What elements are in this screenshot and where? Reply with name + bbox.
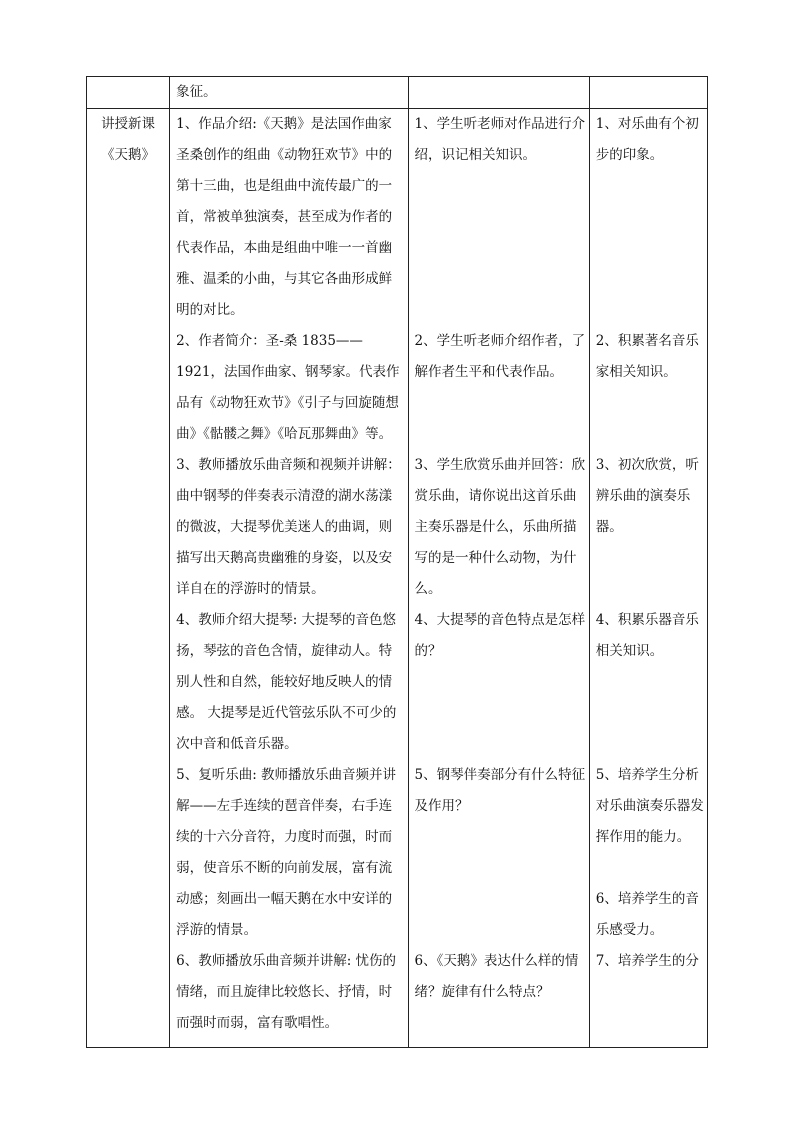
stage-label: 讲授新课	[101, 116, 156, 132]
purpose-cell	[589, 109, 707, 1048]
purpose-7: 7、培养学生的分	[595, 953, 699, 969]
table-row-top	[87, 77, 708, 109]
student-cell-empty	[408, 77, 589, 109]
stage-cell-empty	[87, 77, 170, 109]
purpose-6: 6、培养学生的音乐感受力。	[595, 891, 699, 938]
purpose-4: 4、积累乐器音乐相关知识。	[595, 612, 699, 659]
student-step-1: 1、学生听老师对作品进行介绍，识记相关知识。	[414, 116, 586, 163]
purpose-cell-empty	[589, 77, 707, 109]
teacher-step-4: 4、教师介绍大提琴: 大提琴的音色悠扬，琴弦的音色含情，旋律动人。特别人性和自然，能较好地反映人的情感。 大提琴是近代管弦乐队不可少的次中音和低音乐器。	[176, 612, 397, 752]
purpose-2: 2、积累著名音乐家相关知识。	[595, 333, 699, 380]
purpose-5: 5、培养学生分析对乐曲演奏乐器发挥作用的能力。	[595, 767, 704, 845]
student-step-4: 4、大提琴的音色特点是怎样的？	[414, 612, 586, 659]
teacher-activity-cell	[170, 109, 408, 1048]
teacher-cell-continued: 象征。	[170, 77, 408, 109]
student-step-3: 3、学生欣赏乐曲并回答：欣赏乐曲，请你说出这首乐曲主奏乐器是什么，乐曲所描写的是一种什么动物，为什么。	[414, 457, 586, 597]
teacher-step-6: 6、教师播放乐曲音频并讲解: 忧伤的情绪，而且旋律比较悠长、抒情，时而强时而弱，富有歌唱性。	[176, 953, 397, 1031]
student-step-2: 2、学生听老师介绍作者，了解作者生平和代表作品。	[414, 333, 586, 380]
teacher-step-5: 5、复听乐曲: 教师播放乐曲音频并讲解——左手连续的琶音伴奏，右手连续的十六分音符，力度时而强，时而弱，使音乐不断的向前发展，富有流动感；刻画出一幅天鹅在水中安详的浮游的情景。	[176, 767, 397, 938]
student-step-6: 6、《天鹅》表达什么样的情绪？旋律有什么特点？	[414, 953, 579, 1000]
purpose-1: 1、对乐曲有个初步的印象。	[595, 116, 699, 163]
stage-song-title: 《天鹅》	[101, 147, 156, 163]
lesson-plan-table	[86, 76, 708, 1048]
stage-cell	[87, 109, 170, 1048]
teacher-step-1: 1、作品介绍:《天鹅》是法国作曲家圣桑创作的组曲《动物狂欢节》中的第十三曲，也是组曲中流传最广的一首，常被单独演奏，甚至成为作者的代表作品，本曲是组曲中唯一一首幽雅、温柔的小曲，与其它各曲形成鲜明的对比。	[176, 116, 393, 318]
student-activity-cell	[408, 109, 589, 1048]
purpose-3: 3、初次欣赏，听辨乐曲的演奏乐器。	[595, 457, 699, 535]
table-row-new-lesson	[87, 109, 708, 1048]
teacher-step-3: 3、教师播放乐曲音频和视频并讲解：曲中钢琴的伴奏表示清澄的湖水荡漾的微波，大提琴优美迷人的曲调，则描写出天鹅高贵幽雅的身姿，以及安详自在的浮游时的情景。	[176, 457, 401, 597]
teacher-step-2: 2、作者简介：圣-桑 1835——1921，法国作曲家、钢琴家。代表作品有《动物狂欢节》《引子与回旋随想曲》《骷髅之舞》《哈瓦那舞曲》等。	[176, 333, 400, 442]
student-step-5: 5、钢琴伴奏部分有什么特征及作用？	[414, 767, 586, 814]
